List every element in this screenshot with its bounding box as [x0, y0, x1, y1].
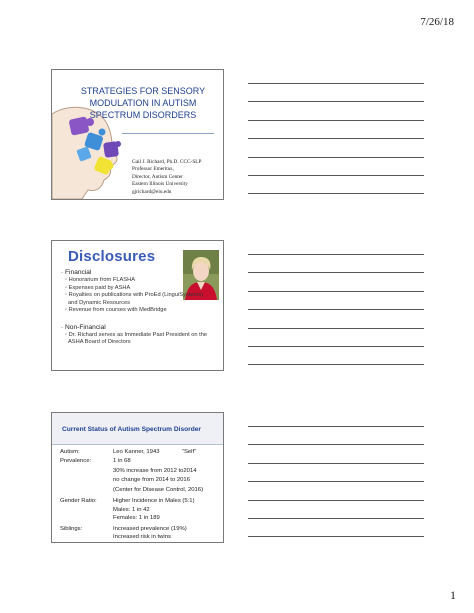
note-line: [248, 463, 424, 464]
financial-item: ◦ Honorarium from FLASHA: [65, 277, 135, 283]
note-line: [248, 138, 424, 139]
author-info: Gail J. Richard, Ph.D. CCC-SLP Professor Emeritus, Director, Autism Center Eastern Illinois University gjrichard@eiu.edu: [132, 159, 202, 195]
note-line: [248, 120, 424, 121]
financial-item: ◦ Royalties on publications with ProEd (LinguiSystems) and Dynamic Resources: [65, 292, 203, 306]
note-line: [248, 272, 424, 273]
slide-2-title: Disclosures: [68, 248, 156, 265]
note-line: [248, 291, 424, 292]
table-cell: 30% increase from 2012 to2014: [113, 468, 197, 475]
table-cell: Leo Kanner, 1943: [113, 449, 160, 455]
table-cell: Prevalence:: [60, 457, 92, 464]
slide-1-title: STRATEGIES FOR SENSORY MODULATION IN AUTISM SPECTRUM DISORDERS: [80, 86, 206, 120]
title-divider: [122, 133, 214, 134]
financial-item: ◦ Revenue from courses with MedBridge: [65, 307, 167, 313]
financial-item: ◦ Expenses paid by ASHA: [65, 284, 131, 291]
table-cell: Autism:: [60, 449, 80, 455]
note-line: [248, 254, 424, 255]
note-line: [248, 175, 424, 176]
table-cell: Siblings:: [60, 525, 83, 532]
note-line: [248, 328, 424, 329]
page-number: 1: [450, 588, 456, 602]
slide-3-header: [52, 413, 223, 445]
table-cell: 1 in 68: [113, 457, 131, 464]
table-cell: Increased prevalence (19%): [113, 525, 187, 532]
note-line: [248, 444, 424, 445]
note-line: [248, 518, 424, 519]
table-cell: Increased risk in twins: [113, 534, 171, 541]
slide-3-title: Current Status of Autism Spectrum Disorder: [62, 426, 201, 433]
note-line: [248, 500, 424, 501]
table-cell: Gender Ratio:: [60, 498, 97, 504]
financial-heading: · Financial: [61, 269, 92, 276]
table-cell: Higher Incidence in Males (5:1): [113, 498, 195, 504]
table-cell: Females: 1 in 189: [113, 515, 160, 522]
disclosures-body: [61, 268, 211, 347]
slide-2-thumbnail: [51, 240, 224, 371]
page-date: 7/26/18: [420, 16, 454, 28]
table-cell: no change from 2014 to 2016: [113, 476, 190, 483]
table-cell: (Center for Disease Control, 2016): [113, 487, 204, 494]
note-line: [248, 83, 424, 84]
table-cell: “Self”: [182, 449, 197, 455]
note-line: [248, 309, 424, 310]
slide-3-thumbnail: [51, 412, 224, 543]
nonfinancial-heading: · Non-Financial: [61, 323, 106, 331]
slide-1-thumbnail: [51, 69, 224, 200]
note-line: [248, 157, 424, 158]
note-line: [248, 346, 424, 347]
note-line: [248, 101, 424, 102]
note-line: [248, 364, 424, 365]
note-line: [248, 426, 424, 427]
note-line: [248, 193, 424, 194]
nonfinancial-item: ◦ Dr. Richard serves as Immediate Past President on the ASHA Board of Directors: [65, 331, 208, 345]
table-cell: Males: 1 in 42: [113, 506, 150, 513]
note-line: [248, 481, 424, 482]
note-line: [248, 536, 424, 537]
